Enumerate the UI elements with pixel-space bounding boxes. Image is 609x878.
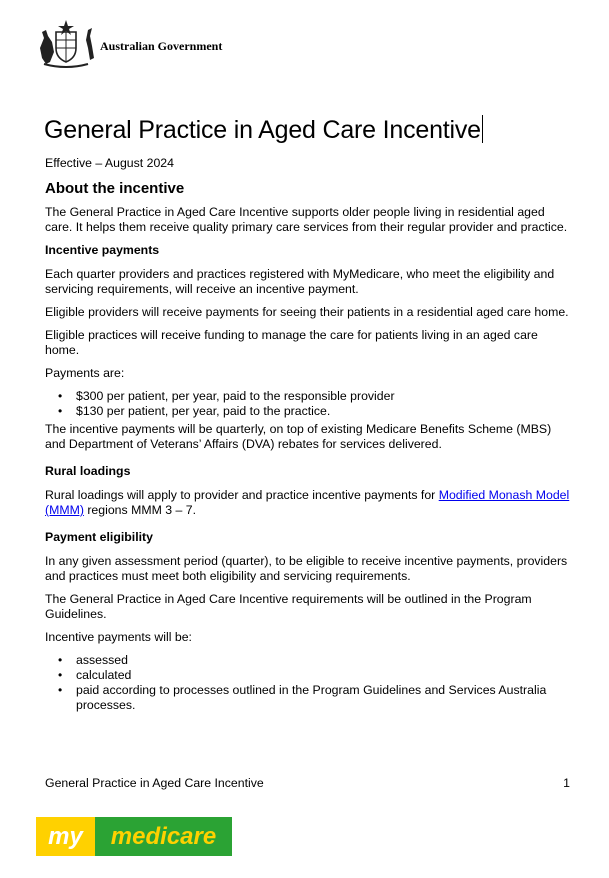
footer-title: General Practice in Aged Care Incentive: [45, 776, 264, 790]
incentive-paragraph-1: Each quarter providers and practices registered with MyMedicare, who meet the eligibility and servicing requirements, will receive an incentive payment.: [45, 267, 555, 296]
list-item: • assessed: [76, 653, 575, 668]
page-header: [36, 18, 222, 68]
about-intro: The General Practice in Aged Care Incentive supports older people living in residential aged care. It helps them receive quality primary care services from their regular provider and practice.: [45, 205, 568, 234]
quarterly-paragraph: The incentive payments will be quarterly, on top of existing Medicare Benefits Scheme (MBS) and Department of Veterans’ Affairs (DVA) rebates for services delivered.: [45, 422, 552, 451]
incentive-paragraph-3: Eligible practices will receive funding to manage the care for patients living in an aged care home.: [45, 328, 538, 357]
list-item: • calculated: [76, 668, 575, 683]
payment-eligibility-heading: Payment eligibility: [45, 530, 153, 544]
process-list: [45, 653, 575, 713]
logo-my: my: [36, 817, 95, 856]
payment-list: [45, 389, 575, 419]
rural-loadings-heading: Rural loadings: [45, 464, 131, 478]
coat-of-arms-icon: [36, 18, 96, 68]
logo-medicare: medicare: [95, 817, 232, 856]
government-label: Australian Government: [100, 38, 223, 53]
page-number: 1: [563, 776, 570, 790]
about-heading: About the incentive: [45, 180, 185, 197]
payment-amount: $300: [76, 389, 104, 403]
title-block: [44, 115, 483, 145]
list-item: • $300 per patient, per year, paid to the responsible provider: [76, 389, 575, 404]
list-item: • $130 per patient, per year, paid to the practice.: [76, 404, 575, 419]
payments-are-label: Payments are:: [45, 366, 125, 380]
document-body: [45, 181, 575, 716]
mmm-link[interactable]: Modified Monash Model (MMM): [45, 488, 570, 517]
effective-date: Effective – August 2024: [45, 156, 174, 170]
payment-amount: $130: [76, 404, 104, 418]
rural-paragraph: Rural loadings will apply to provider and practice incentive payments for Modified Monash Model (MMM) regions MMM 3 – 7.: [45, 488, 570, 517]
page-title: General Practice in Aged Care Incentive: [44, 116, 481, 144]
mymedicare-logo: [36, 817, 232, 856]
will-be-label: Incentive payments will be:: [45, 630, 192, 644]
incentive-paragraph-2: Eligible providers will receive payments for seeing their patients in a residential aged care home.: [45, 305, 569, 319]
list-item: • paid according to processes outlined in the Program Guidelines and Services Australia processes.: [76, 683, 575, 713]
eligibility-paragraph-2: The General Practice in Aged Care Incentive requirements will be outlined in the Program Guidelines.: [45, 592, 532, 621]
text-cursor: [482, 115, 483, 143]
incentive-payments-heading: Incentive payments: [45, 243, 160, 257]
eligibility-paragraph-1: In any given assessment period (quarter), to be eligible to receive incentive payments, providers and practices must meet both eligibility and servicing requirements.: [45, 554, 568, 583]
